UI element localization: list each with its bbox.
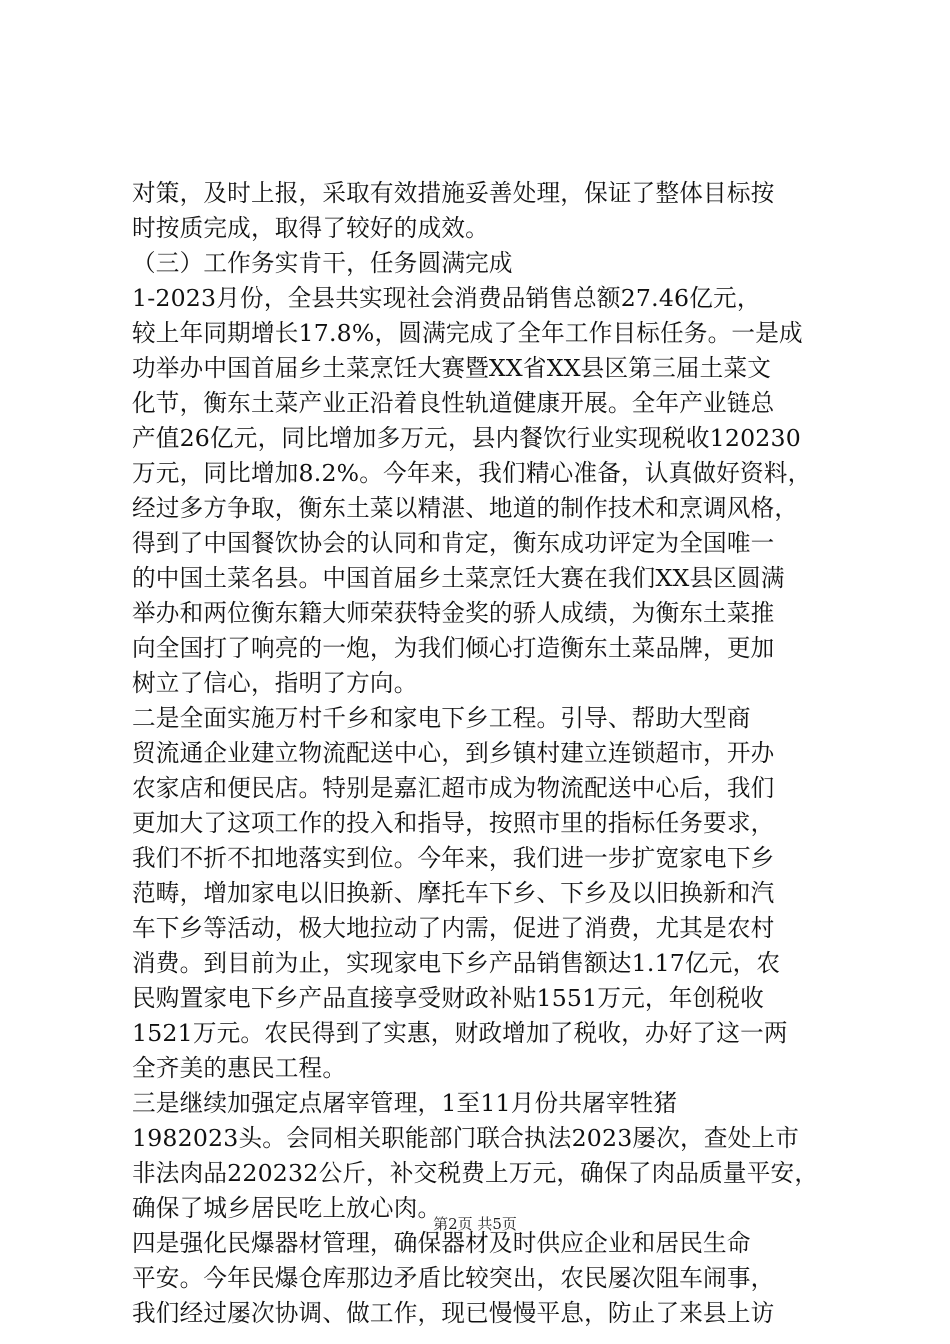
text-line: 三是继续加强定点屠宰管理，1至11月份共屠宰牲猪 (132, 1089, 678, 1117)
page-number: 第2页 共5页 (433, 1215, 517, 1233)
text-line: 经过多方争取，衡东土菜以精湛、地道的制作技术和烹调风格， (132, 494, 799, 522)
text-line: 产值26亿元，同比增加多万元，县内餐饮行业实现税收120230 (132, 424, 801, 452)
text-line: 得到了中国餐饮协会的认同和肯定，衡东成功评定为全国唯一 (132, 529, 775, 557)
section-heading: （三）工作务实肯干，任务圆满完成 (132, 249, 513, 277)
text-line: 化节，衡东土菜产业正沿着良性轨道健康开展。全年产业链总 (132, 389, 775, 417)
text-line: 二是全面实施万村千乡和家电下乡工程。引导、帮助大型商 (132, 704, 751, 732)
text-line: 消费。到目前为止，实现家电下乡产品销售额达1.17亿元，农 (132, 949, 781, 977)
text-line: 平安。今年民爆仓库那边矛盾比较突出，农民屡次阻车闹事， (132, 1264, 775, 1292)
text-line: 向全国打了响亮的一炮，为我们倾心打造衡东土菜品牌，更加 (132, 634, 775, 662)
text-line: 1-2023月份，全县共实现社会消费品销售总额27.46亿元， (132, 284, 761, 312)
text-line: 树立了信心，指明了方向。 (132, 669, 418, 697)
text-line: 对策，及时上报，采取有效措施妥善处理，保证了整体目标按 (132, 179, 775, 207)
text-line: 全齐美的惠民工程。 (132, 1054, 347, 1082)
text-line: 我们不折不扣地落实到位。今年来，我们进一步扩宽家电下乡 (132, 844, 775, 872)
text-line: 农家店和便民店。特别是嘉汇超市成为物流配送中心后，我们 (132, 774, 775, 802)
text-line: 车下乡等活动，极大地拉动了内需，促进了消费，尤其是农村 (132, 914, 775, 942)
page-footer (0, 1214, 950, 1234)
text-line: 功举办中国首届乡土菜烹饪大赛暨XX省XX县区第三届土菜文 (132, 354, 772, 382)
text-line: 我们经过屡次协调、做工作，现已慢慢平息，防止了来县上访 (132, 1299, 775, 1327)
text-line: 范畴，增加家电以旧换新、摩托车下乡、下乡及以旧换新和汽 (132, 879, 775, 907)
text-line: 时按质完成，取得了较好的成效。 (132, 214, 489, 242)
text-line: 1521万元。农民得到了实惠，财政增加了税收，办好了这一两 (132, 1019, 788, 1047)
text-line: 较上年同期增长17.8%，圆满完成了全年工作目标任务。一是成 (132, 319, 803, 347)
text-line: 贸流通企业建立物流配送中心，到乡镇村建立连锁超市，开办 (132, 739, 775, 767)
text-line: 四是强化民爆器材管理，确保器材及时供应企业和居民生命 (132, 1229, 751, 1257)
text-line: 民购置家电下乡产品直接享受财政补贴1551万元，年创税收 (132, 984, 764, 1012)
text-line: 举办和两位衡东籍大师荣获特金奖的骄人成绩，为衡东土菜推 (132, 599, 775, 627)
document-body (132, 176, 832, 1331)
text-line: 的中国土菜名县。中国首届乡土菜烹饪大赛在我们XX县区圆满 (132, 564, 785, 592)
text-line: 确保了城乡居民吃上放心肉。 (132, 1194, 442, 1222)
text-line: 1982023头。会同相关职能部门联合执法2023屡次，查处上市 (132, 1124, 799, 1152)
text-line: 更加大了这项工作的投入和指导，按照市里的指标任务要求， (132, 809, 775, 837)
text-line: 万元，同比增加8.2%。今年来，我们精心准备，认真做好资料， (132, 459, 812, 487)
text-line: 非法肉品220232公斤，补交税费上万元，确保了肉品质量平安， (132, 1159, 819, 1187)
